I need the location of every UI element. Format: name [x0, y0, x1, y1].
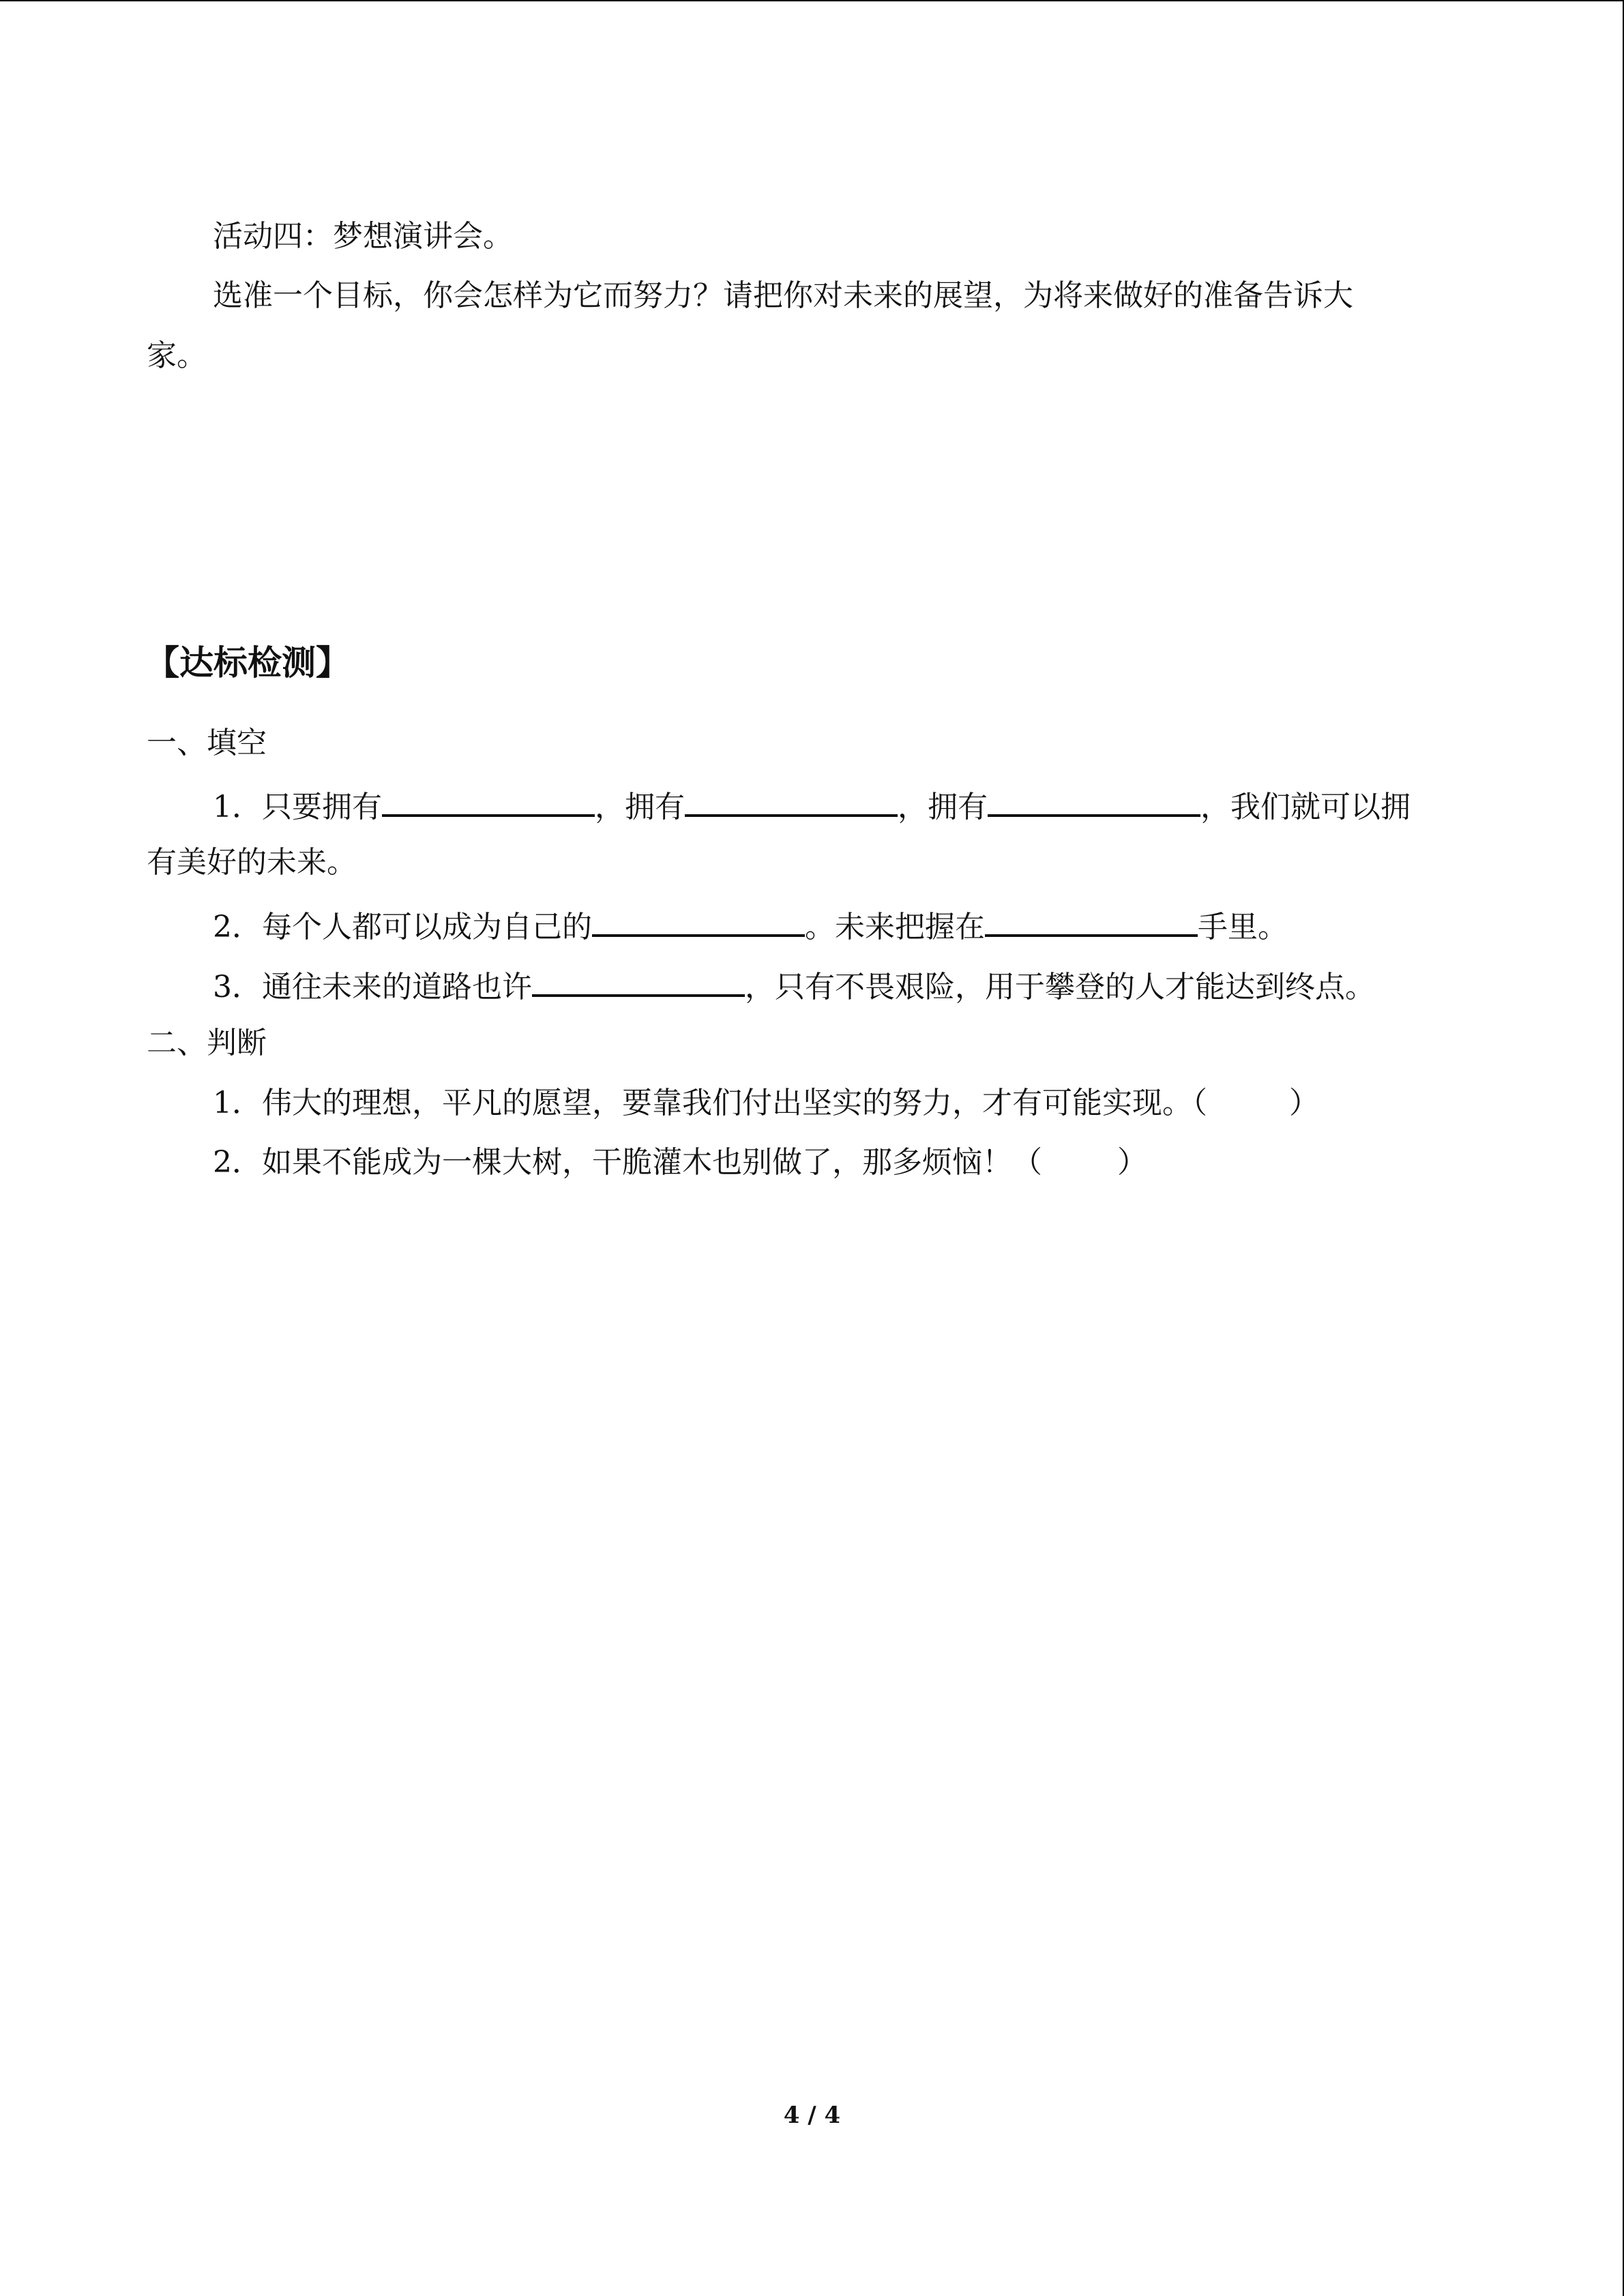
fill-in-question-1 [213, 783, 1411, 828]
q2-text-c: 手里。 [1198, 910, 1288, 944]
q2-blank-1[interactable] [592, 903, 805, 937]
q1-text-c: ，拥有 [898, 790, 988, 824]
activity-title: 活动四：梦想演讲会。 [213, 219, 513, 254]
q1-blank-1[interactable] [382, 783, 595, 817]
q2-text-b: 。未来把握在 [805, 910, 985, 944]
fill-in-question-2 [213, 903, 1288, 948]
q1-text-d: ，我们就可以拥 [1200, 790, 1411, 824]
q1-text-b: ，拥有 [595, 790, 685, 824]
judge-question-1 [213, 1083, 1319, 1124]
page-number: 4 / 4 [783, 2102, 841, 2129]
q1-text-a: 1．只要拥有 [213, 790, 382, 824]
judge-q2-text: 2．如果不能成为一棵大树，干脆灌木也别做了，那多烦恼！ [213, 1145, 1012, 1180]
fill-in-question-3 [213, 963, 1375, 1008]
judge-q1-paren-open: （ [1192, 1086, 1207, 1120]
judge-q2-paren-open: （ [1012, 1145, 1042, 1180]
judge-question-2 [213, 1142, 1147, 1183]
judge-heading: 二、判断 [147, 1026, 267, 1060]
activity-instruction-line1: 选准一个目标，你会怎样为它而努力？请把你对未来的展望，为将来做好的准备告诉大 [213, 278, 1353, 313]
q3-text-b: ，只有不畏艰险，用于攀登的人才能达到终点。 [745, 970, 1375, 1004]
q3-blank-1[interactable] [532, 963, 745, 997]
section-heading: 【达标检测】 [145, 642, 350, 683]
q1-blank-3[interactable] [988, 783, 1200, 817]
q2-blank-2[interactable] [985, 903, 1198, 937]
judge-q1-paren-close: ） [1289, 1086, 1319, 1120]
judge-q1-text: 1．伟大的理想，平凡的愿望，要靠我们付出坚实的努力，才有可能实现。 [213, 1086, 1192, 1120]
q3-text-a: 3．通往未来的道路也许 [213, 970, 532, 1004]
fill-in-heading: 一、填空 [147, 726, 267, 760]
q2-text-a: 2．每个人都可以成为自己的 [213, 910, 592, 944]
fill-in-question-1-cont: 有美好的未来。 [147, 845, 357, 880]
q1-blank-2[interactable] [685, 783, 898, 817]
judge-q2-paren-close: ） [1117, 1145, 1147, 1180]
activity-instruction-line2: 家。 [147, 338, 207, 373]
